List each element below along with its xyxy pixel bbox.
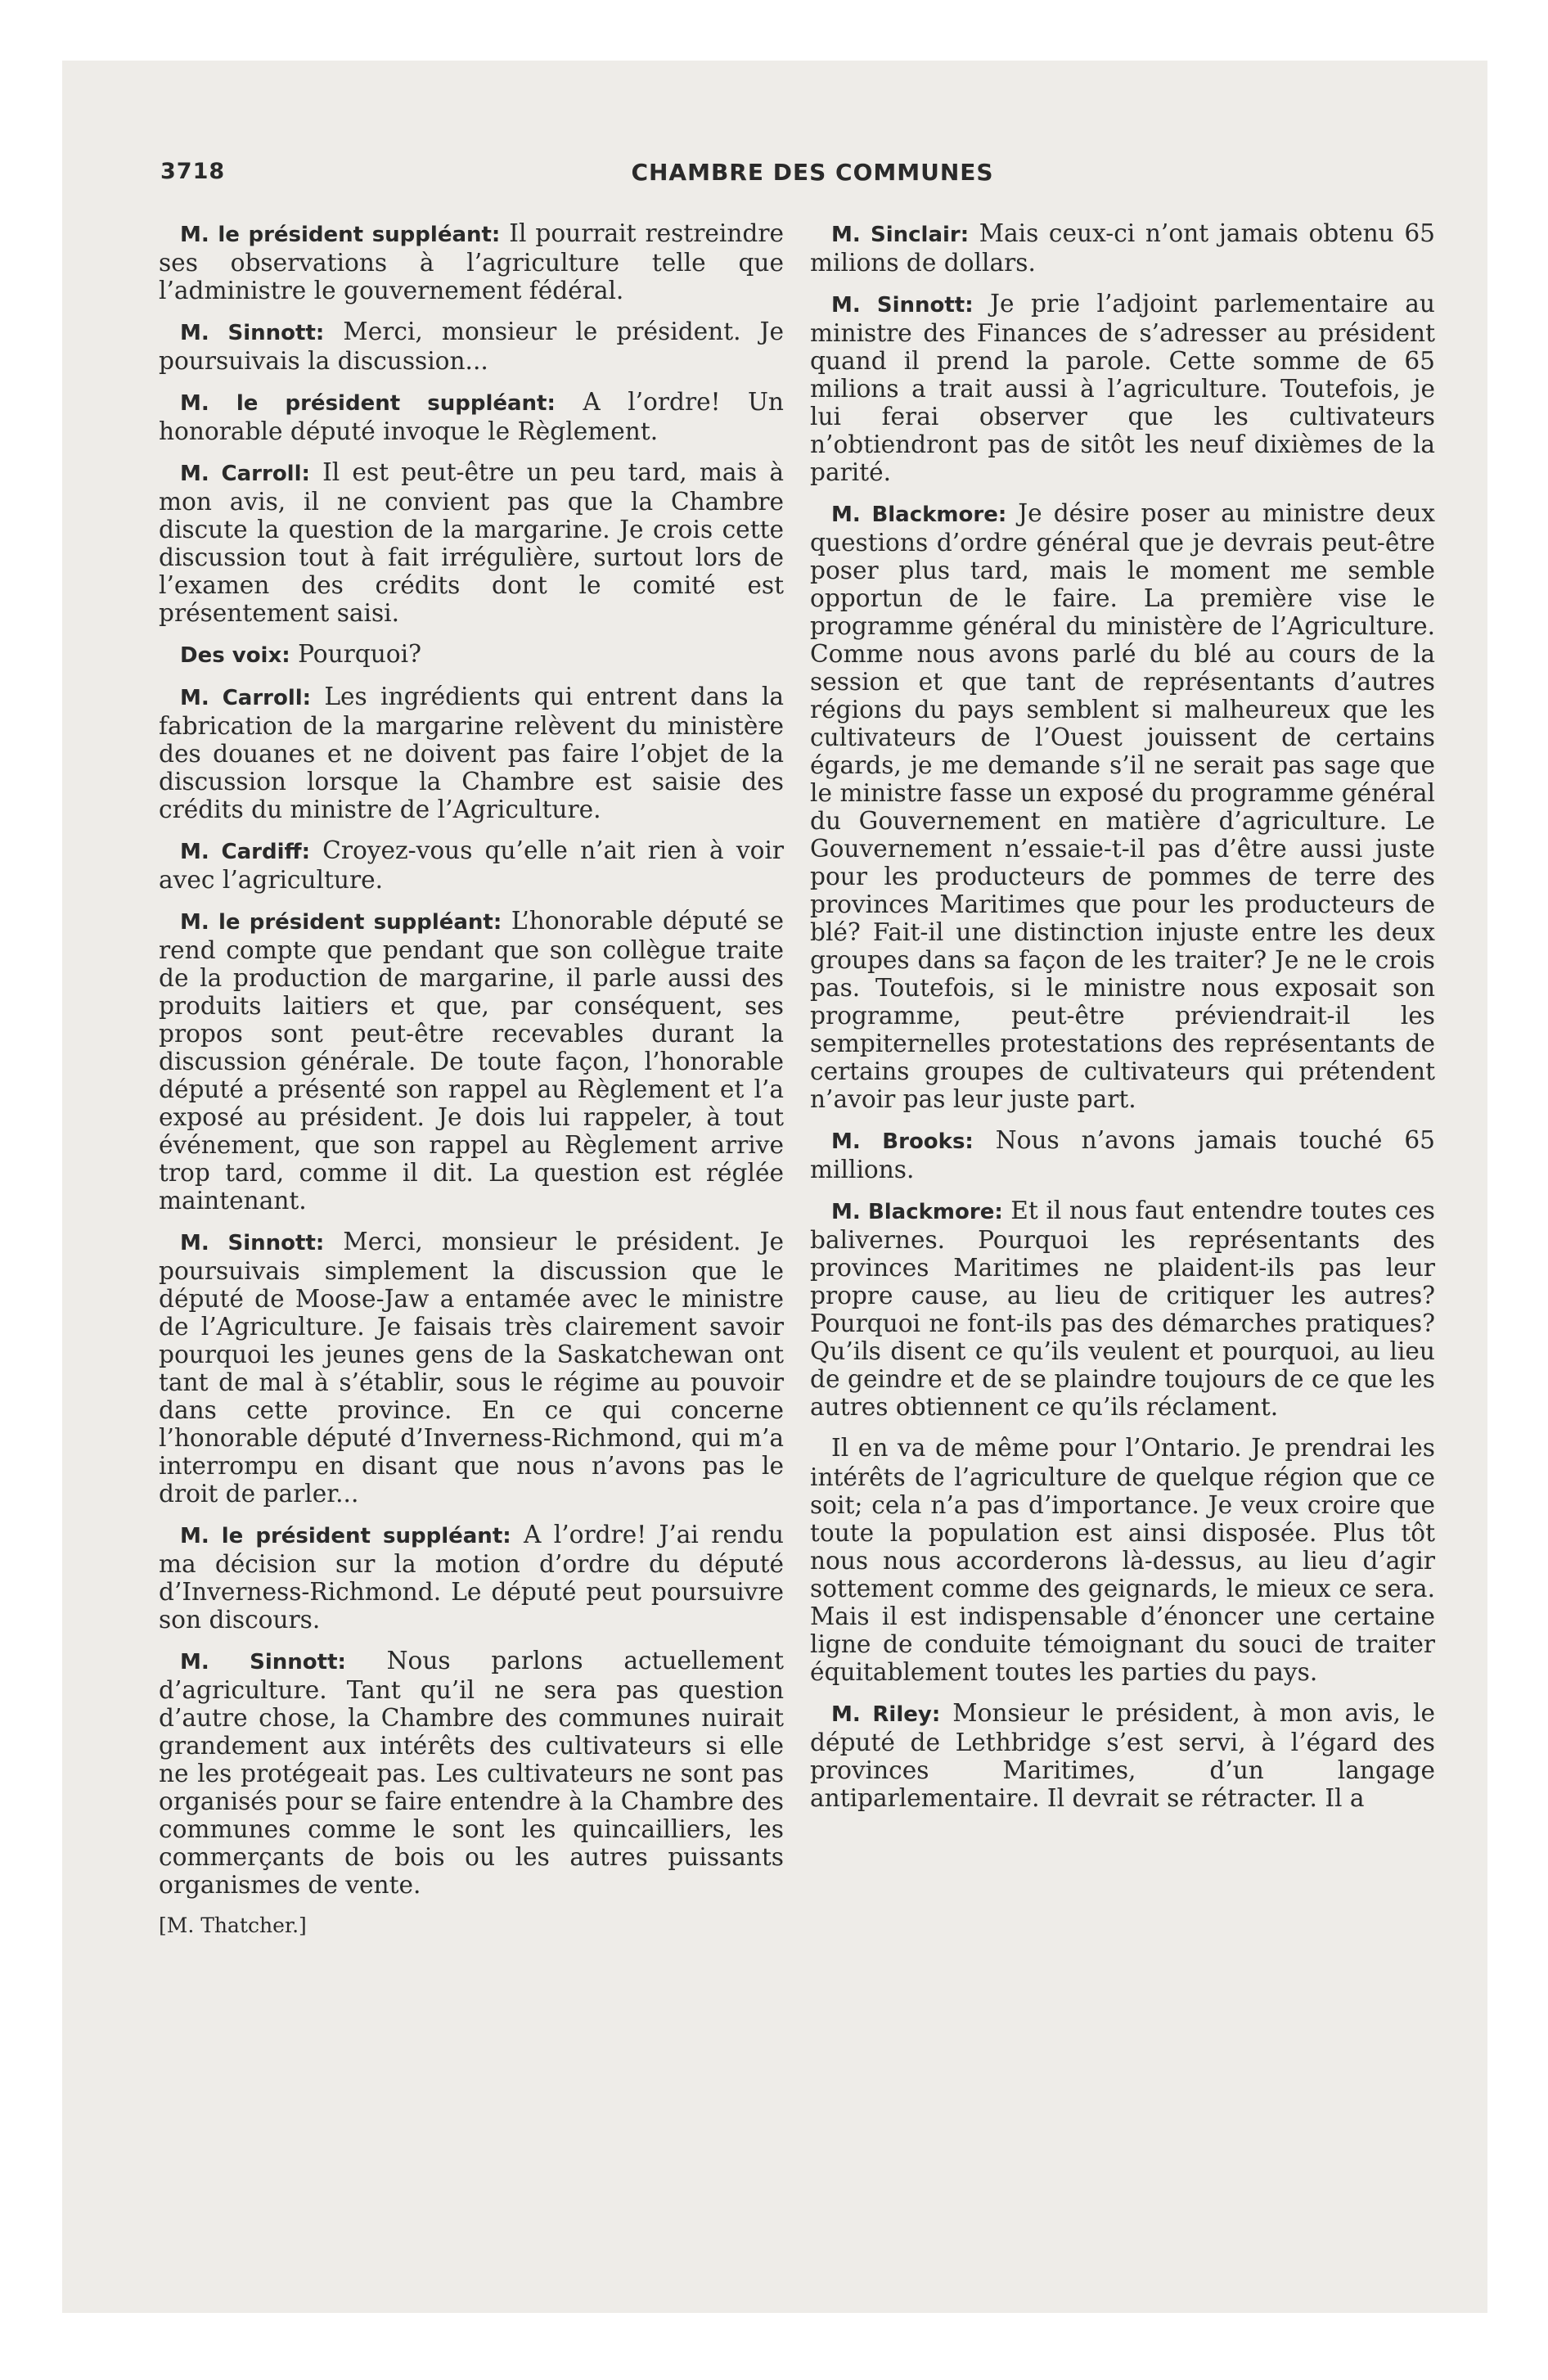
page-header xyxy=(160,156,1465,196)
speech-text: A l’ordre! Un honorable député invoque le Règlement. xyxy=(159,388,784,445)
speaker-name: M. Sinnott: xyxy=(180,321,325,345)
page-number: 3718 xyxy=(160,159,226,184)
speech-text: Merci, monsieur le président. Je poursuivais simplement la discussion que le député de Moose-Jaw a entamée avec le ministre de l’Agriculture. Je faisais très clairement savoir pourquoi les jeunes gens de la Saskatchewan ont tant de mal à s’établir, sous le régime au pouvoir dans cette province. En ce qui concerne l’honorable député d’Inverness-Richmond, qui m’a interrompu en disant que nous n’avons pas le droit de parler... xyxy=(159,1228,784,1508)
speech-text: Nous parlons actuellement d’agriculture. Tant qu’il ne sera pas question d’autre chose, la Chambre des communes nuirait grandement aux intérêts des cultivateurs si elle ne les protégeait pas. Les cultivateurs ne sont pas organisés pour se faire entendre à la Chambre des communes comme le sont les quincailliers, les commerçants de bois ou les autres puissants organismes de vente. xyxy=(159,1647,784,1899)
paragraph xyxy=(159,683,784,823)
paragraph xyxy=(810,1434,1435,1686)
speaker-name: M. Blackmore: xyxy=(831,1200,1003,1224)
paragraph xyxy=(810,1197,1435,1421)
speaker-name: M. Riley: xyxy=(831,1702,941,1727)
speech-text: Mais ceux-ci n’ont jamais obtenu 65 milions de dollars. xyxy=(810,219,1435,277)
speaker-name: M. Brooks: xyxy=(831,1129,974,1154)
speech-text: Et il nous faut entendre toutes ces balivernes. Pourquoi les représentants des provinces Maritimes ne plaident-ils pas leur propre cause, au lieu de critiquer les autres? Pourquoi ne font-ils pas des démarches pratiques? Qu’ils disent ce qu’ils veulent et pourquoi, au lieu de geindre et de se plaindre toujours de ce que les autres obtiennent ce qu’ils réclament. xyxy=(810,1197,1435,1421)
paragraph xyxy=(159,640,784,669)
speaker-name: M. Carroll: xyxy=(180,462,310,486)
paragraph xyxy=(810,499,1435,1113)
paragraph xyxy=(810,1126,1435,1183)
speech-text: Il en va de même pour l’Ontario. Je prendrai les intérêts de l’agriculture de quelque région que ce soit; cela n’a pas d’importance. Je veux croire que toute la population est ainsi disposée. Plus tôt nous nous accorderons là-dessus, au lieu d’agir sottement comme des geignards, le mieux ce sera. Mais il est indispensable d’énoncer une certaine ligne de conduite témoignant du souci de traiter équitablement toutes les parties du pays. xyxy=(810,1434,1435,1686)
speech-text: Je prie l’adjoint parlementaire au ministre des Finances de s’adresser au président quand il prend la parole. Cette somme de 65 milions a trait aussi à l’agriculture. Toutefois, je lui ferai observer que les cultivateurs n’obtiendront pas de sitôt les neuf dixièmes de la parité. xyxy=(810,290,1435,486)
speech-text: Monsieur le président, à mon avis, le député de Lethbridge s’est servi, à l’égard des provinces Maritimes, d’un langage antiparlementaire. Il devrait se rétracter. Il a xyxy=(810,1699,1435,1812)
paragraph xyxy=(159,318,784,375)
speech-text: L’honorable député se rend compte que pendant que son collègue traite de la production de margarine, il parle aussi des produits laitiers et que, par conséquent, ses propos sont peut-être recevables durant la discussion générale. De toute façon, l’honorable député a présenté son rappel au Règlement et l’a exposé au président. Je dois lui rappeler, à tout événement, que son rappel au Règlement arrive trop tard, comme il dit. La question est réglée maintenant. xyxy=(159,907,784,1215)
paragraph xyxy=(159,1647,784,1899)
paragraph xyxy=(159,458,784,627)
paragraph xyxy=(159,388,784,445)
speech-text: Croyez-vous qu’elle n’ait rien à voir avec l’agriculture. xyxy=(159,836,785,894)
speech-text: A l’ordre! J’ai rendu ma décision sur la motion d’ordre du député d’Inverness-Richmond. Le député peut poursuivre son discours. xyxy=(159,1521,784,1634)
speech-text: Pourquoi? xyxy=(298,640,421,668)
speaker-name: M. Blackmore: xyxy=(831,503,1007,527)
paragraph xyxy=(159,1521,784,1634)
speaker-name: M. Sinnott: xyxy=(180,1231,325,1255)
paragraph xyxy=(810,219,1435,277)
speech-text: Les ingrédients qui entrent dans la fabrication de la margarine relèvent du ministère des douanes et ne doivent pas faire l’objet de la discussion lorsque la Chambre est saisie des crédits du ministre de l’Agriculture. xyxy=(159,683,784,823)
speaker-name: Des voix: xyxy=(180,643,290,668)
paragraph xyxy=(159,1228,784,1508)
speaker-name: M. Sinnott: xyxy=(831,293,974,318)
speaker-name: M. Carroll: xyxy=(180,686,312,710)
left-column xyxy=(159,219,784,1940)
speaker-name: M. Cardiff: xyxy=(180,840,310,864)
paragraph xyxy=(159,907,784,1215)
speaker-name: M. le président suppléant: xyxy=(180,910,502,935)
speech-text: Je désire poser au ministre deux questions d’ordre général que je devrais peut-être poser plus tard, mais le moment me semble opportun de le faire. La première vise le programme général du ministère de l’Agriculture. Comme nous avons parlé du blé au cours de la session et que tant de représentants d’autres régions du pays semblent si malheureux que les cultivateurs de l’Ouest jouissent de certains égards, je me demande s’il ne serait pas sage que le ministre fasse un exposé du programme général du Gouvernement en matière d’agriculture. Le Gouvernement n’essaie-t-il pas d’être aussi juste pour les producteurs de pommes de terre des provinces Maritimes que pour les producteurs de blé? Fait-il une distinction injuste entre les deux groupes dans sa façon de les traiter? Je ne le crois pas. Toutefois, si le ministre nous exposait son programme, peut-être préviendrait-il les sempiternelles protestations des représentants de certains groupes de cultivateurs qui prétendent n’avoir pas leur juste part. xyxy=(810,499,1435,1113)
speech-text: Nous n’avons jamais touché 65 millions. xyxy=(810,1126,1435,1183)
speech-text: Il pourrait restreindre ses observations à l’agriculture telle que l’administre le gouvernement fédéral. xyxy=(159,219,784,304)
speech-text: Il est peut-être un peu tard, mais à mon avis, il ne convient pas que la Chambre discute la question de la margarine. Je crois cette discussion tout à fait irrégulière, surtout lors de l’examen des crédits dont le comité est présentement saisi. xyxy=(159,458,784,627)
speaker-name: M. le président suppléant: xyxy=(180,223,501,247)
paragraph xyxy=(159,219,784,304)
speaker-footer-note: [M. Thatcher.] xyxy=(159,1913,307,1937)
right-column xyxy=(810,219,1435,1825)
paragraph xyxy=(810,290,1435,486)
speaker-name: M. le président suppléant: xyxy=(180,391,556,416)
running-head: CHAMBRE DES COMMUNES xyxy=(631,159,994,186)
paragraph xyxy=(810,1699,1435,1812)
paragraph xyxy=(159,836,784,894)
speaker-name: M. Sinnott: xyxy=(180,1650,346,1675)
speaker-name: M. Sinclair: xyxy=(831,223,970,247)
speaker-name: M. le président suppléant: xyxy=(180,1524,511,1548)
speech-text: Merci, monsieur le président. Je poursuivais la discussion... xyxy=(159,318,784,375)
